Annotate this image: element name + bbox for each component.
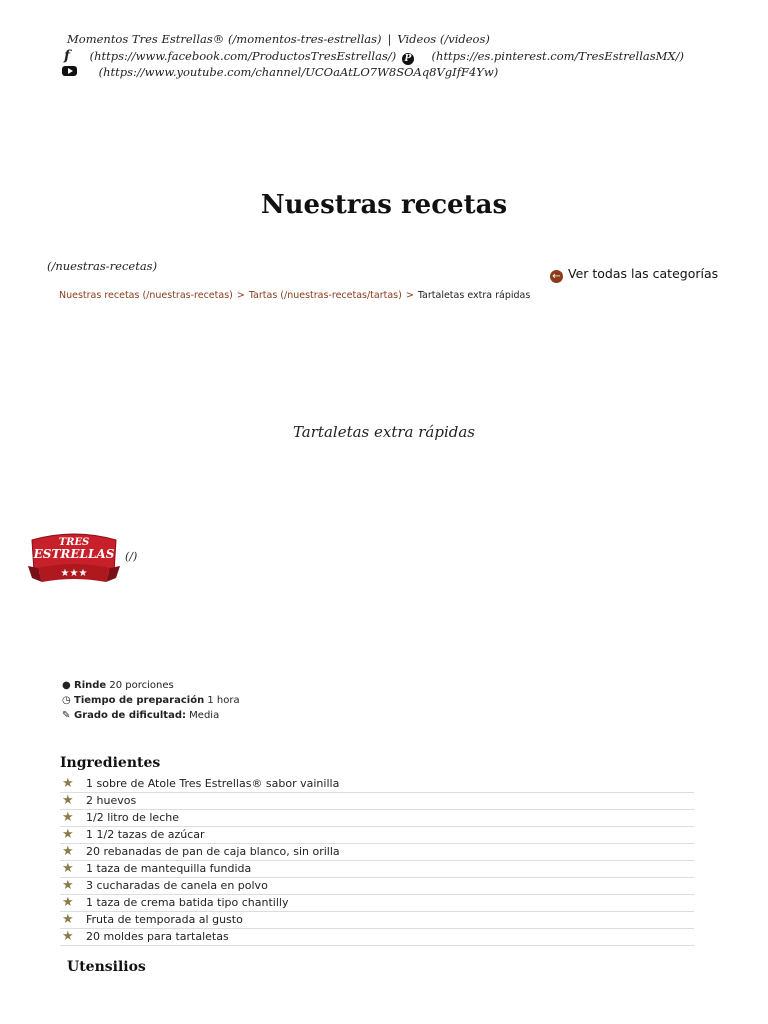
utensilios-title: Utensilios — [67, 959, 146, 975]
arrow-left-icon: ← — [550, 270, 563, 283]
logo-text-top: TRES — [58, 537, 90, 548]
breadcrumb-recetas[interactable]: Nuestras recetas (/nuestras-recetas) — [59, 290, 233, 301]
list-item: ★ 1 sobre de Atole Tres Estrellas® sabor vainilla — [60, 776, 694, 793]
grado-value: Media — [189, 710, 220, 721]
ingredients-title: Ingredientes — [60, 755, 161, 771]
facebook-icon[interactable]: f — [63, 48, 71, 64]
rinde-label: Rinde — [74, 680, 107, 691]
logo-stars: ★★★ — [60, 568, 88, 579]
list-item: ★ 20 rebanadas de pan de caja blanco, sin orilla — [60, 844, 694, 861]
star-icon: ★ — [62, 861, 74, 876]
list-item: ★ 1/2 litro de leche — [60, 810, 694, 827]
logo-link[interactable]: (/) — [125, 550, 138, 563]
page-title: Nuestras recetas — [260, 190, 508, 220]
tiempo-row — [62, 695, 240, 706]
grado-row — [62, 710, 219, 721]
list-item: ★ 1 1/2 tazas de azúcar — [60, 827, 694, 844]
top-links — [67, 32, 490, 46]
list-item: ★ 20 moldes para tartaletas — [60, 929, 694, 946]
grado-label: Grado de dificultad: — [74, 710, 186, 721]
list-item: ★ 1 taza de crema batida tipo chantilly — [60, 895, 694, 912]
star-icon: ★ — [62, 878, 74, 893]
social-row-2 — [62, 65, 498, 79]
list-item: ★ 3 cucharadas de canela en polvo — [60, 878, 694, 895]
ver-todas-button[interactable] — [550, 266, 718, 283]
momentos-link[interactable]: Momentos Tres Estrellas® (/momentos-tres-estrellas) — [67, 32, 382, 46]
breadcrumb-tartas[interactable]: Tartas (/nuestras-recetas/tartas) — [248, 290, 402, 301]
tiempo-value: 1 hora — [207, 695, 240, 706]
facebook-link[interactable]: (https://www.facebook.com/ProductosTresEstrellas/) — [89, 49, 397, 63]
list-item: ★ 1 taza de mantequilla fundida — [60, 861, 694, 878]
pinterest-link[interactable]: (https://es.pinterest.com/TresEstrellasMX/) — [431, 49, 684, 63]
clock-icon: ◷ — [62, 695, 71, 706]
list-item: ★ Fruta de temporada al gusto — [60, 912, 694, 929]
tres-estrellas-logo[interactable] — [28, 526, 120, 588]
tiempo-label: Tiempo de preparación — [74, 695, 205, 706]
youtube-icon[interactable] — [62, 66, 77, 76]
star-icon: ★ — [62, 810, 74, 825]
star-icon: ★ — [62, 776, 74, 791]
users-icon: ● — [62, 680, 71, 691]
ingredients-list — [60, 776, 694, 946]
videos-link[interactable]: Videos (/videos) — [397, 32, 490, 46]
recipe-title: Tartaletas extra rápidas — [292, 423, 476, 441]
star-icon: ★ — [62, 929, 74, 944]
breadcrumb-sep: > — [236, 290, 245, 301]
social-row-1 — [62, 48, 684, 65]
breadcrumb-current: Tartaletas extra rápidas — [417, 290, 531, 301]
pinterest-icon[interactable]: P — [402, 53, 414, 65]
star-icon: ★ — [62, 793, 74, 808]
star-icon: ★ — [62, 912, 74, 927]
star-icon: ★ — [62, 827, 74, 842]
star-icon: ★ — [62, 895, 74, 910]
page-title-link[interactable]: (/nuestras-recetas) — [47, 259, 158, 273]
breadcrumb — [59, 290, 530, 301]
list-item: ★ 2 huevos — [60, 793, 694, 810]
rinde-value: 20 porciones — [109, 680, 174, 691]
ver-todas-label: Ver todas las categorías — [568, 266, 719, 281]
star-icon: ★ — [62, 844, 74, 859]
rinde-row — [62, 680, 174, 691]
breadcrumb-sep: > — [405, 290, 414, 301]
logo-text-bottom: ESTRELLAS — [33, 547, 115, 561]
youtube-link[interactable]: (https://www.youtube.com/channel/UCOaAtLO7W8SOAq8VgIfF4Yw) — [98, 65, 499, 79]
links-separator: | — [387, 32, 392, 46]
difficulty-icon: ✎ — [62, 710, 71, 721]
